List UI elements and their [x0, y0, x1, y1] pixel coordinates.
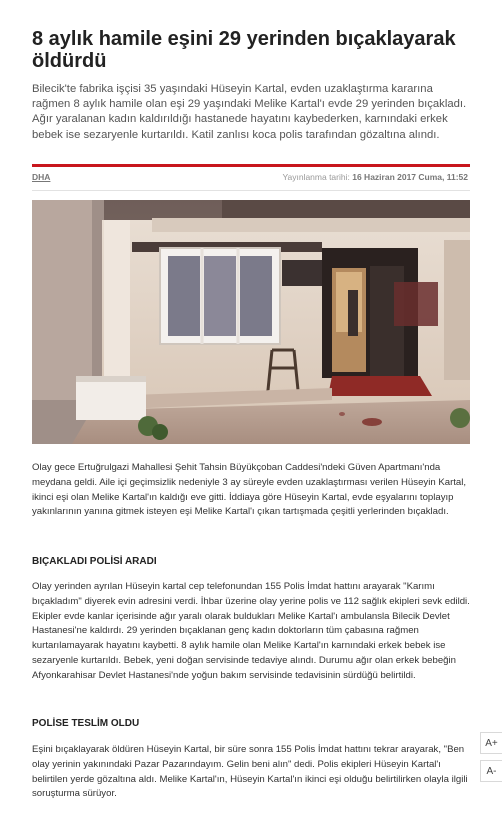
source-link[interactable]: DHA: [32, 172, 51, 182]
article-summary: Bilecik'te fabrika işçisi 35 yaşındaki Hüseyin Kartal, evden uzaklaştırma kararına rağmen 8 aylık hamile olan eşi 29 yaşındaki Melike Kartal'ı evde 29 yerinden bıçakladı. Ağır yaralanan kadın kaldırıldığı hastanede hayatını kaybederken, karnındaki erkek bebek ise sezaryenle kurtarıldı. Katil zanlısı koca polis tarafından gözaltına alındı.: [32, 83, 467, 141]
meta-divider: [32, 190, 470, 191]
font-decrease-button[interactable]: A-: [480, 760, 502, 782]
paragraph-3: Eşini bıçaklayarak öldüren Hüseyin Kartal, bir süre sonra 155 Polis İmdat hattını tekrar arayarak, "Ben olay yerinin yakınındaki Pazar Pazarındayım. Gelin beni alın" dedi. Polis ekipleri Hüseyin Kartal'ı belirtilen yerde gözaltına aldı. Melike Kartal'ın, Hüseyin Kartal'ın ikinci eşi olduğu belirtilirken olayla ilgili soruşturma sürüyor.: [32, 744, 468, 800]
subheading-1: BIÇAKLADI POLİSİ ARADI: [32, 556, 157, 567]
publish-date-label: Yayınlanma tarihi:: [282, 172, 350, 182]
article-title: 8 aylık hamile eşini 29 yerinden bıçaklayarak öldürdü: [32, 28, 456, 72]
subheading-2: POLİSE TESLİM OLDU: [32, 718, 140, 729]
article-photo: [32, 200, 470, 444]
font-increase-button[interactable]: A+: [480, 732, 502, 754]
article-meta: [32, 172, 470, 186]
publish-date: [282, 172, 468, 182]
title-divider: [32, 164, 470, 167]
paragraph-1: Olay gece Ertuğrulgazi Mahallesi Şehit Tahsin Büyükçoban Caddesi'ndeki Güven Apartmanı'nda meydana geldi. Aile içi geçimsizlik nedeniyle 3 ay süreyle evden uzaklaştırması verilen Hüseyin Kartal, ikinci eşi olan Melike Kartal'ın kaldığı eve gitti. İddiaya göre Hüseyin Kartal, evde eşyalarını toplayıp yakınlarının yanına gitmek isteyen eşi Melike Kartal'ı çıkan tartışmada çeşitli yerlerinden bıçakladı.: [32, 462, 467, 518]
publish-date-value: 16 Haziran 2017 Cuma, 11:52: [352, 172, 468, 182]
paragraph-2: Olay yerinden ayrılan Hüseyin kartal cep telefonundan 155 Polis İmdat hattını arayarak "Karımı bıçakladım" diyerek evin adresini verdi. İhbar üzerine olay yerine polis ve 112 sağlık ekipleri sevk edildi. Ekipler evde kanlar içerisinde ağır yaralı olarak buldukları Melike Kartal'ı ambulansla Bilecik Devlet Hastanesi'ne kaldırdı. 29 yerinden bıçaklanan genç kadın doktorların tüm çabasına rağmen kurtarılamayarak hayatını kaybetti. 8 aylık hamile olan Melike Kartal'ın karnındaki erkek bebek ise sezaryenle kurtarıldı. Bebek, yeni doğan servisinde tedaviye alındı. Durumu ağır olan erkek bebeğin Afyonkarahisar Devlet Hastanesi'nde yoğun bakım servisinde tedavisinin sürdüğü belirtildi.: [32, 581, 470, 681]
building-entrance-image: [32, 200, 470, 444]
